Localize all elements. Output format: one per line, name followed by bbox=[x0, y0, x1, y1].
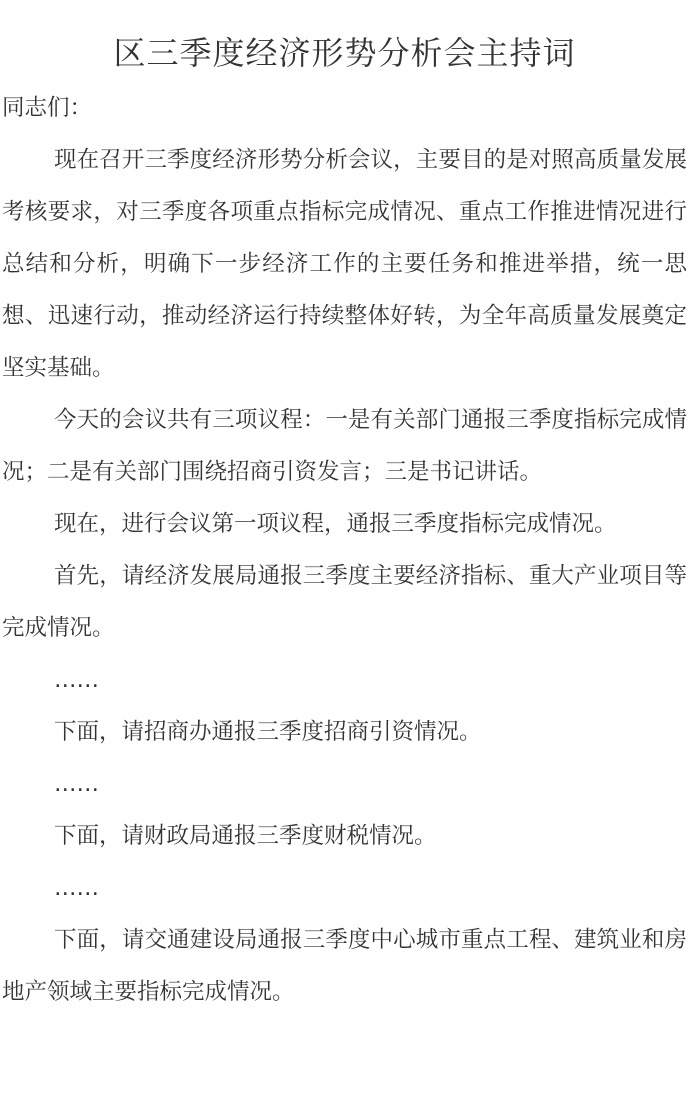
paragraph-first-item: 现在，进行会议第一项议程，通报三季度指标完成情况。 bbox=[54, 511, 617, 537]
paragraph-agenda: 今天的会议共有三项议程：一是有关部门通报三季度指标完成情况；二是有关部门围绕招商引资发言；三是书记讲话。 bbox=[2, 407, 687, 485]
paragraph-finance-bureau: 下面，请财政局通报三季度财税情况。 bbox=[54, 823, 437, 849]
ellipsis-2: …… bbox=[54, 771, 99, 797]
salutation: 同志们： bbox=[2, 95, 93, 121]
paragraph-opening: 现在召开三季度经济形势分析会议，主要目的是对照高质量发展考核要求，对三季度各项重点指标完成情况、重点工作推进情况进行总结和分析，明确下一步经济工作的主要任务和推进举措，统一思想、迅速行动，推动经济运行持续整体好转，为全年高质量发展奠定坚实基础。 bbox=[2, 147, 687, 381]
ellipsis-1: …… bbox=[54, 667, 99, 693]
ellipsis-3: …… bbox=[54, 875, 99, 901]
document-title: 区三季度经济形势分析会主持词 bbox=[113, 34, 576, 72]
paragraph-economic-bureau: 首先，请经济发展局通报三季度主要经济指标、重大产业项目等完成情况。 bbox=[2, 563, 687, 641]
document-body bbox=[2, 82, 687, 1018]
paragraph-transport-bureau: 下面，请交通建设局通报三季度中心城市重点工程、建筑业和房地产领域主要指标完成情况。 bbox=[2, 927, 687, 1005]
paragraph-investment-office: 下面，请招商办通报三季度招商引资情况。 bbox=[54, 719, 482, 745]
